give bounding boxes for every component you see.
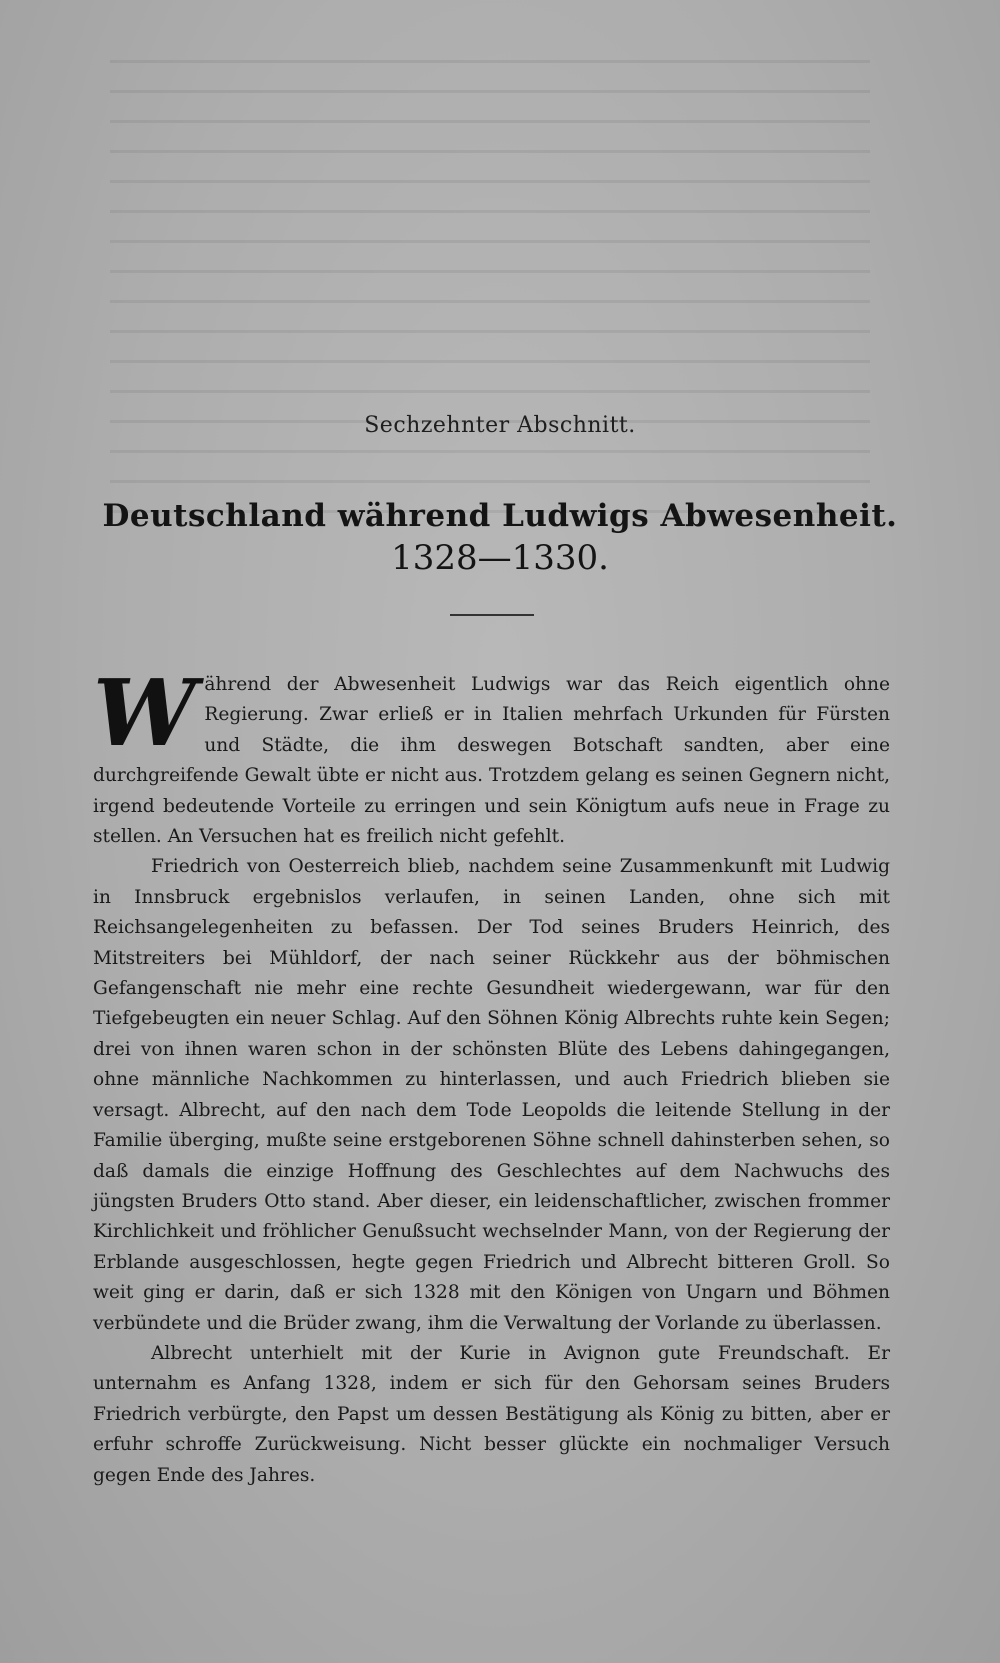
chapter-title: Deutschland während Ludwigs Abwesenheit. — [102, 498, 898, 534]
title-divider — [450, 614, 534, 616]
body-text — [93, 659, 890, 1491]
drop-cap-initial: W — [93, 659, 197, 767]
section-label: Sechzehnter Abschnitt. — [364, 413, 636, 438]
paragraph-1 — [93, 659, 890, 852]
paragraph-2: Friedrich von Oesterreich blieb, nachdem seine Zusammenkunft mit Ludwig in Innsbruck ergebnislos verlaufen, in seinen Landen, ohne sich mit Reichsangelegenheiten zu befassen. Der Tod seines Bruders Heinrich, des Mitstreiters bei Mühldorf, der nach seiner Rückkehr aus der böhmischen Gefangenschaft nie mehr eine rechte Gesundheit wiedergewann, war für den Tiefgebeugten ein neuer Schlag. Auf den Söhnen König Albrechts ruhte kein Segen; drei von ihnen waren schon in der schönsten Blüte des Lebens dahingegangen, ohne männliche Nachkommen zu hinterlassen, und auch Friedrich blieben sie versagt. Albrecht, auf den nach dem Tode Leopolds die leitende Stellung in der Familie überging, mußte seine erstgeborenen Söhne schnell dahinsterben sehen, so daß damals die einzige Hoffnung des Geschlechtes auf dem Nachwuchs des jüngsten Bruders Otto stand. Aber dieser, ein leidenschaftlicher, zwischen frommer Kirchlichkeit und fröhlicher Genußsucht wechselnder Mann, von der Regierung der Erblande ausgeschlossen, hegte gegen Friedrich und Albrecht bitteren Groll. So weit ging er darin, daß er sich 1328 mit den Königen von Ungarn und Böhmen verbündete und die Brüder zwang, ihm die Verwaltung der Vorlande zu überlassen. — [93, 856, 890, 1334]
paragraph-1-text: ährend der Abwesenheit Ludwigs war das Reich eigentlich ohne Regierung. Zwar erließ er in Italien mehrfach Urkunden für Fürsten und Städte, die ihm deswegen Botschaft sandten, aber eine durchgreifende Gewalt übte er nicht aus. Trotzdem gelang es seinen Gegnern nicht, irgend bedeutende Vorteile zu erringen und sein Königtum aufs neue in Frage zu stellen. An Versuchen hat es freilich nicht gefehlt. — [93, 674, 890, 848]
chapter-years: 1328—1330. — [391, 538, 609, 578]
paragraph-3: Albrecht unterhielt mit der Kurie in Avignon gute Freundschaft. Er unternahm es Anfang 1328, indem er sich für den Gehorsam seines Bruders Friedrich verbürgte, den Papst um dessen Bestätigung als König zu bitten, aber er erfuhr schroffe Zurückweisung. Nicht besser glückte ein nochmaliger Versuch gegen Ende des Jahres. — [93, 1342, 890, 1486]
